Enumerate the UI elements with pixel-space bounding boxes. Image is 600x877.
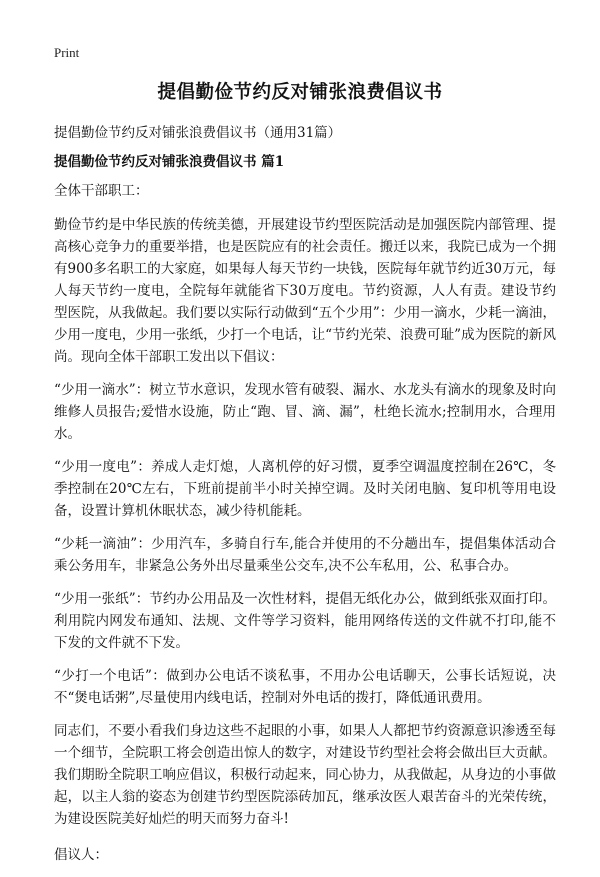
body-paragraph-phone: “少打一个电话”：做到办公电话不谈私事，不用办公电话聊天，公事长话短说，决不“煲电话粥”,尽量使用内线电话，控制对外电话的拨打，降低通讯费用。 [54,668,556,706]
body-paragraph-water: “少用一滴水”：树立节水意识，发现水管有破裂、漏水、水龙头有滴水的现象及时向维修人员报告;爱惜水设施，防止“跑、冒、滴、漏”，杜绝长流水;控制用水，合理用水。 [54,382,556,442]
body-paragraph-electricity: “少用一度电”：养成人走灯熄，人离机停的好习惯，夏季空调温度控制在26℃，冬季控制在20℃左右，下班前提前半小时关掉空调。及时关闭电脑、复印机等用电设备，设置计算机休眠状态，减少待机能耗。 [54,459,556,519]
document-body [54,180,556,877]
body-paragraph-paper: “少用一张纸”：节约办公用品及一次性材料，提倡无纸化办公，做到纸张双面打印。利用院内网发布通知、法规、文件等学习资料，能用网络传送的文件就不打印,能不下发的文件就不下发。 [54,591,556,651]
document-subtitle: 提倡勤俭节约反对铺张浪费倡议书（通用31篇） [54,125,342,141]
signer-label: 倡议人： [54,847,108,863]
greeting: 全体干部职工： [54,183,149,199]
print-label[interactable]: Print [54,45,80,60]
body-paragraph-intro: 勤俭节约是中华民族的传统美德，开展建设节约型医院活动是加强医院内部管理、提高核心竞争力的重要举措，也是医院应有的社会责任。搬迁以来，我院已成为一个拥有900多名职工的大家庭，如果每人每天节约一块钱，医院每年就节约近30万元，每人每天节约一度电，全院每年就能省下30万度电。节约资源，人人有责。建设节约型医院，从我做起。我们要以实际行动做到“五个少用”：少用一滴水，少耗一滴油，少用一度电，少用一张纸，少打一个电话，让“节约光荣、浪费可耻”成为医院的新风尚。现向全体干部职工发出以下倡议： [54,217,556,365]
document-title: 提倡勤俭节约反对铺张浪费倡议书 [157,82,443,103]
body-paragraph-closing: 同志们，不要小看我们身边这些不起眼的小事，如果人人都把节约资源意识渗透至每一个细节，全院职工将会创造出惊人的数字，对建设节约型社会将会做出巨大贡献。我们期盼全院职工响应倡议，积极行动起来，同心协力，从我做起，从身边的小事做起，以主人翁的姿态为创建节约型医院添砖加瓦，继承汝医人艰苦奋斗的光荣传统，为建设医院美好灿烂的明天而努力奋斗! [54,723,556,827]
body-paragraph-oil: “少耗一滴油”：少用汽车，多骑自行车,能合并使用的不分趟出车，提倡集体活动合乘公务用车，非紧急公务外出尽量乘坐公交车,决不公车私用，公、私事合办。 [54,536,556,574]
section-title: 提倡勤俭节约反对铺张浪费倡议书 篇1 [54,154,285,170]
